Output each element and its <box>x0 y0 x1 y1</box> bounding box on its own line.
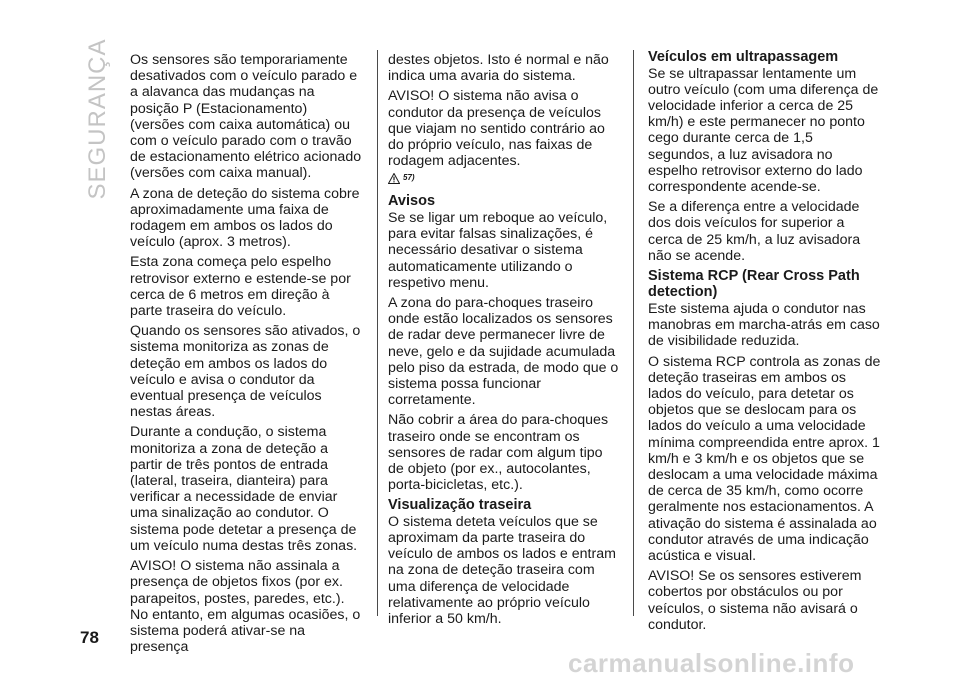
paragraph: AVISO! O sistema não assinala a presença de objetos fixos (por ex. parapeitos, postes, paredes, etc.). <box>130 558 345 607</box>
paragraph: Não cobrir a área do para-choques traseiro onde se encontram os sensores de radar com algum tipo de objeto (por ex., autocolantes, porta-bicicletas, etc.). <box>388 412 609 494</box>
paragraph: A zona de deteção do sistema cobre aproximadamente uma faixa de rodagem em ambos os lados do veículo (aprox. 3 metros). <box>130 185 360 251</box>
paragraph: O sistema RCP controla as zonas de deteção traseiras em ambos os lados do veículo, para detetar os objetos que se deslocam para os lados do veículo a uma velocidade mínima compreendida entre aprox. 1 km/h e 3 km/h e os objetos que se deslocam a uma velocidade máxima de cerca de 35 km/h, como ocorre geralmente nos estacionamentos. A ativação do sistema é assinalada ao condutor através de uma indicação acústica e visual. <box>648 353 881 564</box>
paragraph: A zona do para-choques traseiro onde estão localizados os sensores de radar deve permanecer livre de neve, gelo e da sujidade acumulada pelo piso da estrada, de modo que o sistema possa funcionar corretamente. <box>388 294 619 409</box>
heading-avisos: Avisos <box>388 193 436 210</box>
section-title-text: SEGURANÇA <box>84 38 111 200</box>
paragraph: Se se ultrapassar lentamente um outro veículo (com uma diferença de velocidade inferior a cerca de 25 km/h) e este permanecer no ponto cego durante cerca de 1,5 segundos, a luz avisadora no espelho retrovisor externo do lado correspondente acende-se. <box>648 65 879 195</box>
page-number: 78 <box>80 628 99 647</box>
warning-ref-number: 57) <box>403 173 415 183</box>
paragraph: AVISO! O sistema não avisa o condutor da presença de veículos que viajam no sentido contrário ao do próprio veículo, nas faixas de rodagem adjacentes. <box>388 88 605 170</box>
column-divider <box>633 50 634 616</box>
warning-triangle-icon <box>388 173 400 184</box>
paragraph: destes objetos. Isto é normal e não indica uma avaria do sistema. <box>388 52 609 85</box>
paragraph: Esta zona começa pelo espelho retrovisor externo e estende-se por cerca de 6 metros em direção à parte traseira do veículo. <box>130 254 351 320</box>
heading-visualizacao-traseira: Visualização traseira <box>388 497 532 514</box>
paragraph: AVISO! Se os sensores estiverem cobertos por obstáculos ou por veículos, o sistema não avisará o condutor. <box>648 568 862 633</box>
section-title <box>78 38 118 200</box>
warning-reference <box>388 171 622 185</box>
watermark: carmanualsonline.info <box>568 648 855 678</box>
heading-sistema-rcp: Sistema RCP (Rear Cross Path detection) <box>648 267 860 301</box>
column-divider <box>377 50 378 616</box>
column-3 <box>648 49 882 637</box>
heading-veiculos-ultrapassagem: Veículos em ultrapassagem <box>648 49 839 65</box>
paragraph: Se se ligar um reboque ao veículo, para evitar falsas sinalizações, é necessário desativar o sistema automaticamente utilizando o respetivo menu. <box>388 209 608 291</box>
column-1 <box>130 52 364 659</box>
paragraph: Este sistema ajuda o condutor nas manobras em marcha-atrás em caso de visibilidade reduzida. <box>648 300 880 350</box>
paragraph: Quando os sensores são ativados, o sistema monitoriza as zonas de deteção em ambos os lados do veículo e avisa o condutor da eventual presença de veículos nestas áreas. <box>130 323 361 421</box>
paragraph: O sistema deteta veículos que se aproximam da parte traseira do veículo de ambos os lados e entram na zona de deteção traseira com uma diferença de velocidade relativamente ao próprio veículo inferior a 50 km/h. <box>388 513 616 628</box>
paragraph: Os sensores são temporariamente desativados com o veículo parado e a alavanca das mudanças na posição P (Estacionamento) (versões com caixa automática) ou com o veículo parado com o travão de estacionamento elétrico acionado (versões com caixa manual). <box>130 52 362 182</box>
column-2 <box>388 52 622 631</box>
paragraph: Se a diferença entre a velocidade dos dois veículos for superior a cerca de 25 km/h, a luz avisadora não se acende. <box>648 199 861 264</box>
paragraph: No entanto, em algumas ocasiões, o sistema poderá ativar-se na presença <box>130 606 361 656</box>
paragraph: Durante a condução, o sistema monitoriza a zona de deteção a partir de três pontos de entrada (lateral, traseira, dianteira) para verificar a necessidade de enviar uma sinalização ao condutor. O sistema pode detetar a presença de um veículo numa destas três zonas. <box>130 424 358 554</box>
